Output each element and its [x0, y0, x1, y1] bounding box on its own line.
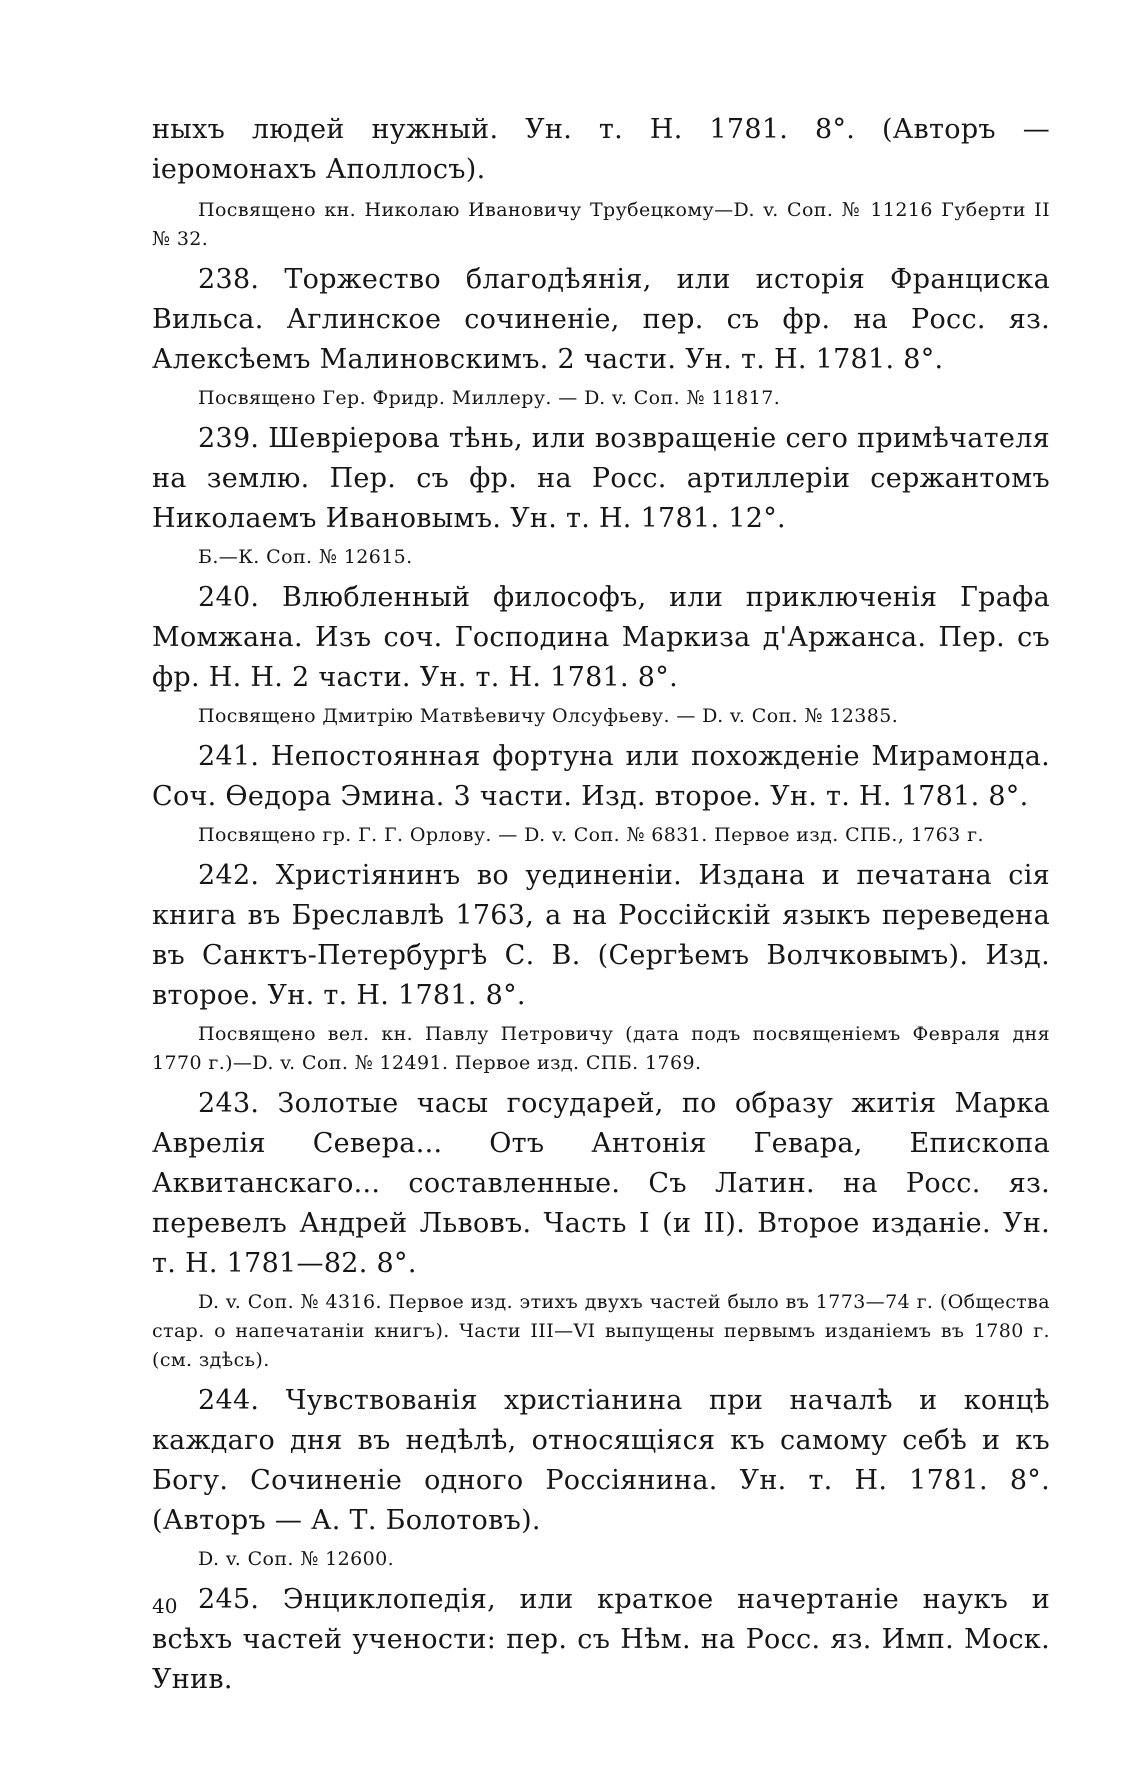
- entry-text: 241. Непостоянная фортуна или похожденіе Мирамонда. Соч. Ѳедора Эмина. 3 части. Изд. второе. Ун. т. Н. 1781. 8°.: [152, 741, 1050, 812]
- entry-note: Посвящено Дмитрію Матвѣевичу Олсуфьеву. — D. v. Соп. № 12385.: [198, 705, 899, 727]
- entry-text: ныхъ людей нужный. Ун. т. Н. 1781. 8°. (Авторъ — іеромонахъ Аполлосъ).: [152, 114, 1050, 185]
- entry-text: 245. Энциклопедія, или краткое начертаніе наукъ и всѣхъ частей учености: пер. съ Нѣм. на Росс. яз. Имп. Моск. Унив.: [152, 1584, 1050, 1695]
- entry-note: D. v. Соп. № 12600.: [198, 1548, 395, 1570]
- entry-text: 242. Христіянинъ во уединеніи. Издана и печатана сія книга въ Бреславлѣ 1763, а на Россійскій языкъ переведена въ Санктъ-Петербургѣ С. В. (Сергѣемъ Волчковымъ). Изд. второе. Ун. т. Н. 1781. 8°.: [152, 860, 1050, 1011]
- entry-text: 239. Шевріерова тѣнь, или возвращеніе сего примѣчателя на землю. Пер. съ фр. на Росс. артиллеріи сержантомъ Николаемъ Ивановымъ. Ун. т. Н. 1781. 12°.: [152, 423, 1050, 534]
- entry-note: Б.—К. Соп. № 12615.: [198, 546, 413, 568]
- entry-239: [152, 419, 1050, 572]
- entry-note: Посвящено Гер. Фридр. Миллеру. — D. v. Соп. № 11817.: [198, 387, 781, 409]
- entry-continuation: [152, 110, 1050, 254]
- entry-242: [152, 856, 1050, 1078]
- entry-note: D. v. Соп. № 4316. Первое изд. этихъ двухъ частей было въ 1773—74 г. (Общества стар. о напечатаніи книгъ). Части III—VI выпущены первымъ изданіемъ въ 1780 г. (см. здѣсь).: [152, 1291, 1050, 1371]
- entry-243: [152, 1084, 1050, 1375]
- entry-text: 244. Чувствованія христіанина при началѣ и концѣ каждаго дня въ недѣлѣ, относящіяся къ самому себѣ и къ Богу. Сочиненіе одного Россіянина. Ун. т. Н. 1781. 8°. (Авторъ — А. Т. Болотовъ).: [152, 1385, 1050, 1536]
- entry-note: Посвящено кн. Николаю Ивановичу Трубецкому—D. v. Соп. № 11216 Губерти II № 32.: [152, 199, 1050, 250]
- page-number: 40: [152, 1594, 178, 1618]
- entry-text: 243. Золотые часы государей, по образу житія Марка Аврелія Севера... Отъ Антонія Гевара, Епископа Аквитанскаго... составленные. Съ Латин. на Росс. яз. перевелъ Андрей Львовъ. Часть I (и II). Второе изданіе. Ун. т. Н. 1781—82. 8°.: [152, 1088, 1050, 1279]
- entry-text: 240. Влюбленный философъ, или приключенія Графа Момжана. Изъ соч. Господина Маркиза д'Аржанса. Пер. съ фр. Н. Н. 2 части. Ун. т. Н. 1781. 8°.: [152, 582, 1050, 693]
- entry-244: [152, 1381, 1050, 1574]
- entry-note: Посвящено гр. Г. Г. Орлову. — D. v. Соп. № 6831. Первое изд. СПБ., 1763 г.: [198, 824, 984, 846]
- entry-note: Посвящено вел. кн. Павлу Петровичу (дата подъ посвященіемъ Февраля дня 1770 г.)—D. v. Соп. № 12491. Первое изд. СПБ. 1769.: [152, 1023, 1050, 1074]
- entry-text: 238. Торжество благодѣянія, или исторія Франциска Вильса. Аглинское сочиненіе, пер. съ фр. на Росс. яз. Алексѣемъ Малиновскимъ. 2 части. Ун. т. Н. 1781. 8°.: [152, 264, 1050, 375]
- entry-240: [152, 578, 1050, 731]
- entry-238: [152, 260, 1050, 413]
- entry-245: [152, 1580, 1050, 1700]
- entry-241: [152, 737, 1050, 850]
